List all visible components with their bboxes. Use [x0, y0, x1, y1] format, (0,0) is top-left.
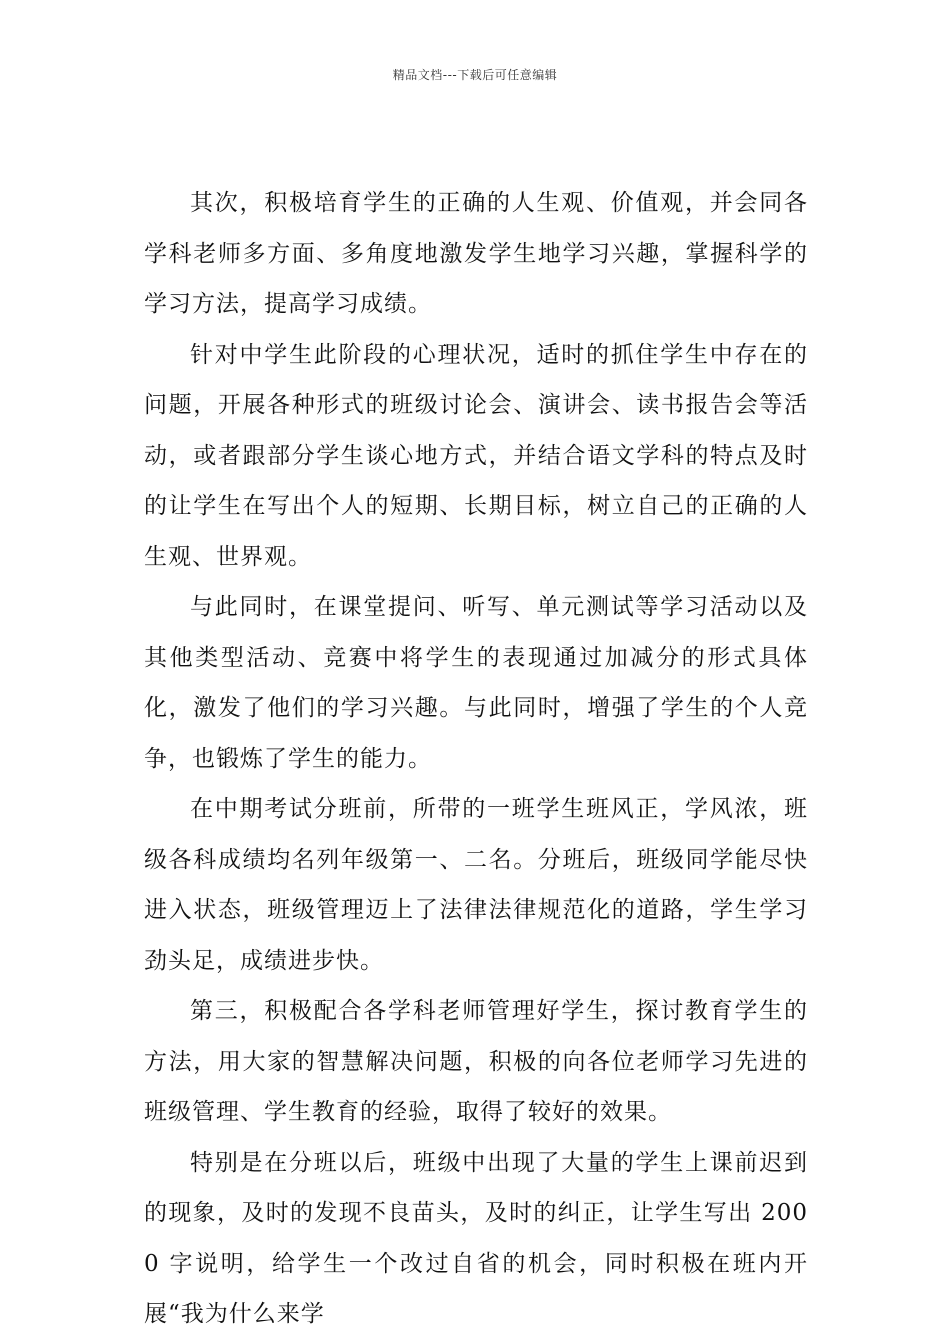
document-body: [144, 178, 808, 1340]
paragraph: 在中期考试分班前，所带的一班学生班风正，学风浓，班级各科成绩均名列年级第一、二名。分班后，班级同学能尽快进入状态，班级管理迈上了法律法律规范化的道路，学生学习劲头足，成绩进步快。: [144, 796, 808, 974]
paragraph: 其次，积极培育学生的正确的人生观、价值观，并会同各学科老师多方面、多角度地激发学生地学习兴趣，掌握科学的学习方法，提高学习成绩。: [144, 190, 808, 317]
page-header: 精品文档---下载后可任意编辑: [392, 68, 558, 82]
paragraph: 与此同时，在课堂提问、听写、单元测试等学习活动以及其他类型活动、竞赛中将学生的表现通过加减分的形式具体化，激发了他们的学习兴趣。与此同时，增强了学生的个人竞争，也锻炼了学生的能力。: [144, 594, 808, 772]
paragraph: 针对中学生此阶段的心理状况，适时的抓住学生中存在的问题，开展各种形式的班级讨论会、演讲会、读书报告会等活动，或者跟部分学生谈心地方式，并结合语文学科的特点及时的让学生在写出个人的短期、长期目标，树立自己的正确的人生观、世界观。: [144, 341, 808, 570]
paragraph: 第三，积极配合各学科老师管理好学生，探讨教育学生的方法，用大家的智慧解决问题，积极的向各位老师学习先进的班级管理、学生教育的经验，取得了较好的效果。: [144, 998, 808, 1125]
paragraph: 特别是在分班以后，班级中出现了大量的学生上课前迟到的现象，及时的发现不良苗头，及时的纠正，让学生写出 2000 字说明，给学生一个改过自省的机会，同时积极在班内开展“我为什么来学: [144, 1149, 808, 1327]
